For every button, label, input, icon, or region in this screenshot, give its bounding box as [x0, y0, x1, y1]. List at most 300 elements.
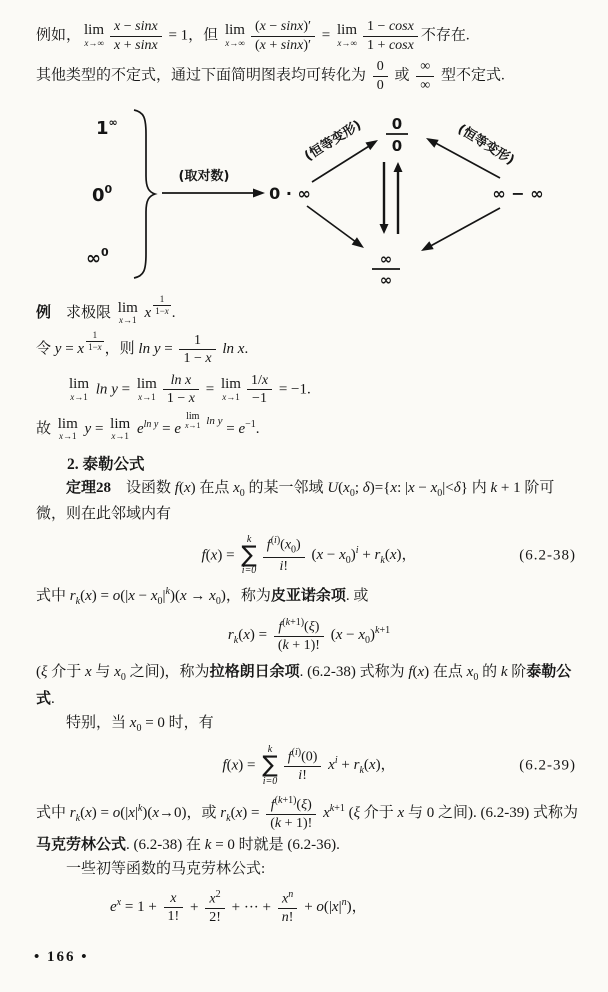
node-infinity-minus-infinity: ∞ − ∞ [492, 184, 544, 203]
math-var: x [114, 664, 121, 681]
math-var: k [137, 803, 143, 815]
formula-6-2-39 [36, 745, 582, 787]
math-var: x [97, 342, 102, 352]
limit [221, 377, 241, 403]
math-run: + ··· + [227, 899, 275, 916]
math-var: x [111, 431, 116, 442]
math-run: 故 [36, 420, 55, 437]
math-var: x [184, 372, 192, 388]
math-var: e [174, 420, 181, 437]
take-log-label: (取对数) [178, 169, 230, 184]
superscript-group [152, 294, 172, 317]
math-run: $(x - x_0)^i + r_k(x)$， [307, 545, 417, 566]
fraction [247, 372, 272, 408]
superscript-group [182, 412, 223, 431]
math-run: $r_k(x)$ = [227, 626, 271, 646]
math-var: ln [170, 372, 182, 388]
numerator: 1 [86, 330, 104, 342]
math-var: r [353, 757, 360, 774]
summation [262, 745, 278, 787]
math-var: x [116, 897, 122, 909]
numerator: (x − sinx)′ [251, 18, 315, 37]
math-var: o [112, 588, 121, 605]
math-var: x [77, 341, 85, 358]
indeterminate-forms-diagram [50, 98, 570, 288]
math-var: x [152, 805, 160, 822]
formula-body [228, 617, 390, 655]
math-run: $x^{k+1}$ (ξ 介于 x 与 0 之间). (6.2-39) 式称为 [323, 803, 578, 822]
math-var: k [282, 637, 289, 653]
math-var: x [331, 899, 339, 916]
numerator: 1 [153, 294, 171, 306]
superscript [356, 545, 359, 556]
fraction [274, 617, 324, 655]
subscript [380, 555, 384, 566]
limit [225, 23, 245, 49]
fraction [284, 747, 322, 785]
arrow-zeroinf-to-infinf [307, 206, 367, 252]
numerator: 1/x [247, 372, 272, 391]
math-var: k [277, 794, 283, 806]
node-zero-over-zero [386, 115, 408, 155]
subscript: 0 [437, 488, 443, 500]
math-var: x [188, 391, 195, 407]
denominator: 1 − x [166, 391, 195, 407]
subscript: 0 [120, 672, 126, 684]
para-example-limit-derivative [36, 18, 582, 54]
superscript [288, 889, 293, 900]
math-var: x [184, 421, 189, 431]
denominator: 1−x [155, 305, 169, 316]
superscript: (i) [270, 535, 281, 547]
math-var: x [281, 891, 289, 907]
math-var: f [266, 537, 271, 553]
math-run: f(x) = [222, 757, 260, 774]
subscript [234, 635, 238, 646]
elementary-functions-line [36, 857, 582, 881]
math-var: ξ [308, 619, 315, 635]
curly-brace [134, 110, 155, 278]
math-run: ln y = [95, 381, 134, 398]
math-var: x [397, 805, 405, 822]
math-var: x [339, 547, 346, 563]
math-run: 其他类型的不定式，通过下面简明图表均可转化为 [36, 67, 370, 84]
math-var: U [327, 480, 339, 497]
math-var: k [329, 803, 335, 815]
math-var: k [165, 586, 170, 598]
math-run: + [186, 899, 203, 916]
summation [241, 535, 257, 577]
math-var: x [390, 480, 398, 497]
limit [84, 23, 104, 49]
math-var: x [328, 757, 335, 774]
equation-number: (6.2-39) [519, 757, 576, 774]
identity-label-left: (恒等变形) [302, 117, 365, 165]
math-var: x [114, 37, 121, 53]
formula-body [110, 889, 367, 927]
math-run: 设函数 f(x) 在点 $x_0$ 的某一邻域 $U(x_0$; δ)={x: $|x - x_0|<\delta$} 内 k + 1 阶可微，则在此邻域内有 [36, 480, 555, 523]
fraction [251, 18, 315, 54]
superscript [342, 897, 347, 908]
fraction [373, 58, 388, 94]
math-run: y = [84, 420, 108, 437]
limit [337, 23, 357, 49]
superscript: (k+1) [282, 616, 305, 628]
identity-label-right: (恒等变形) [454, 121, 517, 169]
math-var: i [298, 768, 303, 784]
sigma-icon: ∑ [262, 752, 278, 778]
bold-term: 泰勒公式 [36, 664, 572, 707]
subscript: 0 [345, 555, 351, 566]
equation-number: (6.2-38) [519, 547, 576, 564]
math-run: ln x. [222, 341, 249, 358]
subscript: 0 [349, 488, 355, 500]
math-run: $x^i + r_k(x)$， [328, 755, 396, 777]
page-number: • 166 • [34, 949, 89, 965]
math-var: y [54, 341, 62, 358]
numerator: $f^{(i)}(0)$ [284, 747, 322, 767]
superscript [144, 419, 159, 430]
limit-subscript: x→1 [70, 391, 88, 402]
limit [69, 377, 89, 403]
denominator: 1! [167, 909, 180, 925]
math-var: x [368, 757, 376, 774]
denominator: (x + sinx)′ [254, 37, 312, 53]
bold-term: 皮亚诺余项 [270, 588, 346, 605]
take-log-arrow [162, 189, 265, 198]
numerator: 0 [373, 58, 388, 77]
math-var: x [164, 305, 169, 316]
math-var: k [375, 624, 380, 636]
node-exponent: ∞ [108, 116, 118, 129]
math-var: cosx [388, 37, 414, 53]
math-var: o [112, 805, 121, 822]
math-run: 不存在. [420, 27, 470, 44]
subscript [76, 596, 80, 607]
math-var: n [281, 910, 289, 926]
math-var: f [270, 797, 275, 813]
limit [185, 412, 201, 431]
math-var: r [69, 805, 76, 822]
math-var: k [204, 836, 212, 853]
subscript: 0 [157, 596, 163, 608]
numerator: ∞ [379, 250, 393, 268]
math-run: 一些初等函数的马克劳林公式: [66, 860, 266, 877]
math-var: k [285, 616, 291, 628]
superscript: (i) [291, 747, 302, 759]
math-var: f [408, 664, 413, 681]
math-run: 例如， [36, 27, 82, 44]
math-var: ln [222, 341, 235, 358]
superscript-group [85, 330, 105, 353]
math-var: x [335, 626, 343, 643]
denominator: 2! [209, 910, 221, 926]
subscript [226, 813, 230, 824]
math-var: x [225, 37, 230, 48]
math-var: i [241, 565, 245, 577]
math-var: x [237, 341, 245, 358]
limit-word: lim [337, 22, 358, 39]
math-var: δ [453, 480, 461, 497]
limit-word: lim [224, 22, 245, 39]
math-var: x [259, 37, 266, 53]
denominator: n! [281, 910, 294, 926]
math-var: x [407, 480, 415, 497]
fraction [416, 58, 434, 94]
subscript: 0 [239, 488, 245, 500]
math-run: . [171, 304, 176, 321]
numerator: ∞ [416, 58, 434, 77]
math-var: x [84, 664, 92, 681]
subscript: 0 [365, 634, 371, 646]
node-exponent: 0 [104, 183, 113, 196]
maclaurin-note [36, 795, 582, 857]
math-run [204, 415, 223, 427]
limit-subscript: x→1 [222, 391, 240, 402]
lagrange-remainder-note [36, 660, 582, 710]
numerator [205, 889, 225, 909]
math-run [141, 305, 151, 321]
math-var: x [389, 547, 397, 563]
subscript: 0 [473, 672, 479, 684]
arrow-infminusinf-to-infinf [419, 208, 500, 255]
peano-remainder-note [36, 584, 582, 610]
superscript: −1 [245, 418, 256, 430]
math-var: f [201, 547, 206, 563]
denominator: 1 + cosx [367, 37, 414, 53]
math-run: = 1，但 [164, 27, 222, 44]
limit-subscript: x→∞ [337, 37, 357, 48]
formula-body [201, 535, 416, 577]
math-var: x [84, 37, 89, 48]
math-var: k [380, 555, 385, 566]
fraction [278, 889, 298, 927]
limit [110, 417, 130, 443]
math-var: sinx [280, 37, 304, 53]
math-var: r [227, 626, 234, 643]
math-var: ln [206, 414, 215, 427]
formula-6-2-38 [36, 535, 582, 577]
math-run: = [318, 27, 335, 44]
math-var: i [334, 755, 338, 767]
node-infinity-power-zero [86, 246, 109, 269]
math-var: x [114, 19, 121, 34]
math-var: y [84, 420, 92, 437]
math-run: (ξ 介于 x 与 $x_0$ 之间)，称为 [36, 664, 210, 684]
section-heading-taylor: 2. 泰勒公式 [67, 456, 145, 474]
superscript [335, 755, 338, 766]
math-run: 令 y = x [36, 341, 85, 358]
math-var: k [359, 765, 364, 777]
limit [118, 301, 138, 327]
limit-word: lim [57, 415, 78, 432]
numerator: $f^{(k+1)}(\xi)$ [266, 795, 316, 815]
limit-word: lim [186, 410, 200, 422]
theorem-28 [36, 476, 582, 526]
limit-subscript: x→∞ [225, 37, 245, 48]
limit-word: lim [136, 375, 157, 392]
fraction [163, 372, 199, 408]
math-var: e [136, 420, 144, 437]
math-var: i [294, 747, 298, 759]
sum-lower: i=0 [262, 775, 278, 787]
math-var: cosx [388, 19, 414, 34]
para-other-indeterminate-forms [36, 58, 582, 94]
math-var: k [267, 744, 273, 755]
math-var: x [205, 351, 212, 367]
math-var: x [85, 805, 92, 822]
math-run: ，则 ln y = [104, 341, 177, 358]
math-var: x [209, 588, 216, 605]
math-var: i [274, 535, 277, 547]
limit-subscript: x→1 [119, 315, 137, 326]
math-var: y [217, 414, 223, 427]
math-run: + $o(|x|^n)$， [300, 897, 367, 916]
math-var: y [111, 381, 118, 398]
math-run: . [51, 690, 55, 707]
power-forms-stack [86, 116, 118, 269]
math-var: y [153, 418, 159, 430]
math-var: x [261, 372, 269, 388]
denominator: (k + 1)! [277, 637, 320, 653]
bold-term: 马克劳林公式 [36, 836, 127, 853]
node-base: ∞ [86, 248, 101, 269]
math-var: y [153, 341, 161, 358]
math-var: sinx [280, 19, 304, 34]
formula-body [222, 745, 395, 787]
fraction [363, 18, 418, 54]
math-run: 特别，当 $x_0 = 0$ 时，有 [66, 714, 214, 734]
math-var: k [500, 664, 508, 681]
superscript [138, 803, 142, 814]
fraction [164, 890, 184, 926]
math-var: ln [95, 381, 108, 398]
math-var: i [279, 559, 284, 575]
denominator: 1−x [88, 342, 102, 352]
subscript [359, 765, 363, 776]
numerator: $f^{(i)}(x_0)$ [263, 535, 305, 558]
math-var: n [341, 897, 347, 909]
numerator: $f^{(k+1)}(\xi)$ [274, 617, 324, 637]
math-var: x [430, 480, 438, 497]
math-var: n [288, 889, 294, 901]
math-var: ξ [301, 797, 308, 813]
math-run: $e^{ln y} = e$ [136, 418, 181, 437]
denominator: 0 [391, 137, 403, 155]
fraction [205, 889, 225, 927]
limit-subscript: x→∞ [84, 37, 104, 48]
math-var: r [220, 805, 227, 822]
denominator: 0 [376, 77, 384, 93]
math-var: x [233, 480, 240, 497]
math-run: 式中 $r_k(x) = o(|x - x_0|^k)(x \to x_0)$，称为 [36, 586, 271, 608]
math-var: r [69, 588, 76, 605]
math-var: x [235, 805, 243, 822]
limit-subscript: x→1 [59, 431, 77, 442]
math-var: x [179, 588, 187, 605]
math-var: o [316, 899, 324, 916]
math-var: x [129, 714, 137, 731]
superscript: (k+1) [274, 794, 297, 806]
limit-word: lim [110, 415, 131, 432]
math-var: f [222, 757, 227, 774]
fraction [179, 332, 215, 368]
limit-word: lim [84, 22, 105, 39]
math-run: . (6.2-38) 式称为 f(x) 在点 $x_0$ 的 k 阶 [299, 664, 527, 684]
math-var: e [238, 420, 246, 437]
math-var: r [374, 547, 381, 563]
limit-subscript: x→1 [138, 391, 156, 402]
lagrange-remainder-formula [36, 617, 582, 655]
math-var: k [490, 480, 498, 497]
math-var: x [231, 757, 239, 774]
subscript: 0 [136, 722, 142, 734]
math-var: i [355, 545, 359, 556]
math-var: e [110, 899, 117, 916]
math-var: i [262, 775, 266, 787]
special-case-line [36, 711, 582, 737]
math-run: = [201, 381, 218, 398]
math-var: k [226, 813, 231, 825]
math-var: x [59, 431, 64, 442]
superscript: k+1 [375, 624, 391, 636]
math-var: k [274, 816, 282, 831]
math-var: k [75, 596, 81, 608]
bold-term: 例 [36, 304, 52, 321]
exp-series-formula [36, 889, 582, 927]
node-base: 1 [96, 118, 109, 139]
math-var: x [119, 315, 124, 326]
math-var: ln [143, 418, 152, 430]
superscript [166, 586, 170, 597]
node-zero-times-infinity: 0 · ∞ [269, 184, 311, 203]
math-var: x [323, 805, 330, 822]
denominator: x + sinx [114, 37, 158, 53]
fraction [153, 294, 171, 317]
math-var: x [316, 547, 324, 563]
limit-computation-line [66, 372, 582, 408]
node-base: 0 [92, 185, 105, 206]
math-var: x [466, 664, 474, 681]
assignment-line [36, 330, 582, 367]
math-var: sinx [135, 19, 158, 34]
math-var: f [287, 749, 292, 765]
math-run: 求极限 [51, 304, 115, 321]
fraction [263, 535, 305, 575]
math-run: . (6.2-38) 在 k = 0 时就是 (6.2-36). [126, 836, 340, 853]
example-statement [36, 294, 582, 326]
subscript: 0 [291, 544, 297, 556]
superscript: k+1 [329, 803, 345, 815]
equivalence-bars [380, 162, 403, 234]
node-exponent: 0 [101, 246, 109, 259]
superscript: 2 [215, 889, 221, 901]
sigma-icon: ∑ [241, 541, 257, 568]
denominator: ∞ [420, 77, 431, 93]
math-var: x [70, 391, 75, 402]
math-run: = $e^{-1}$. [222, 418, 260, 437]
conclusion-line [36, 412, 582, 443]
node-one-power-infinity [96, 116, 118, 139]
node-infinity-over-infinity [372, 250, 400, 288]
math-var: x [183, 480, 191, 497]
math-var: x [417, 664, 425, 681]
subscript: 0 [215, 596, 221, 608]
numerator [163, 372, 199, 391]
limit [137, 377, 157, 403]
bold-term: 拉格朗日余项 [209, 664, 300, 681]
math-run: . 或 [345, 588, 369, 605]
